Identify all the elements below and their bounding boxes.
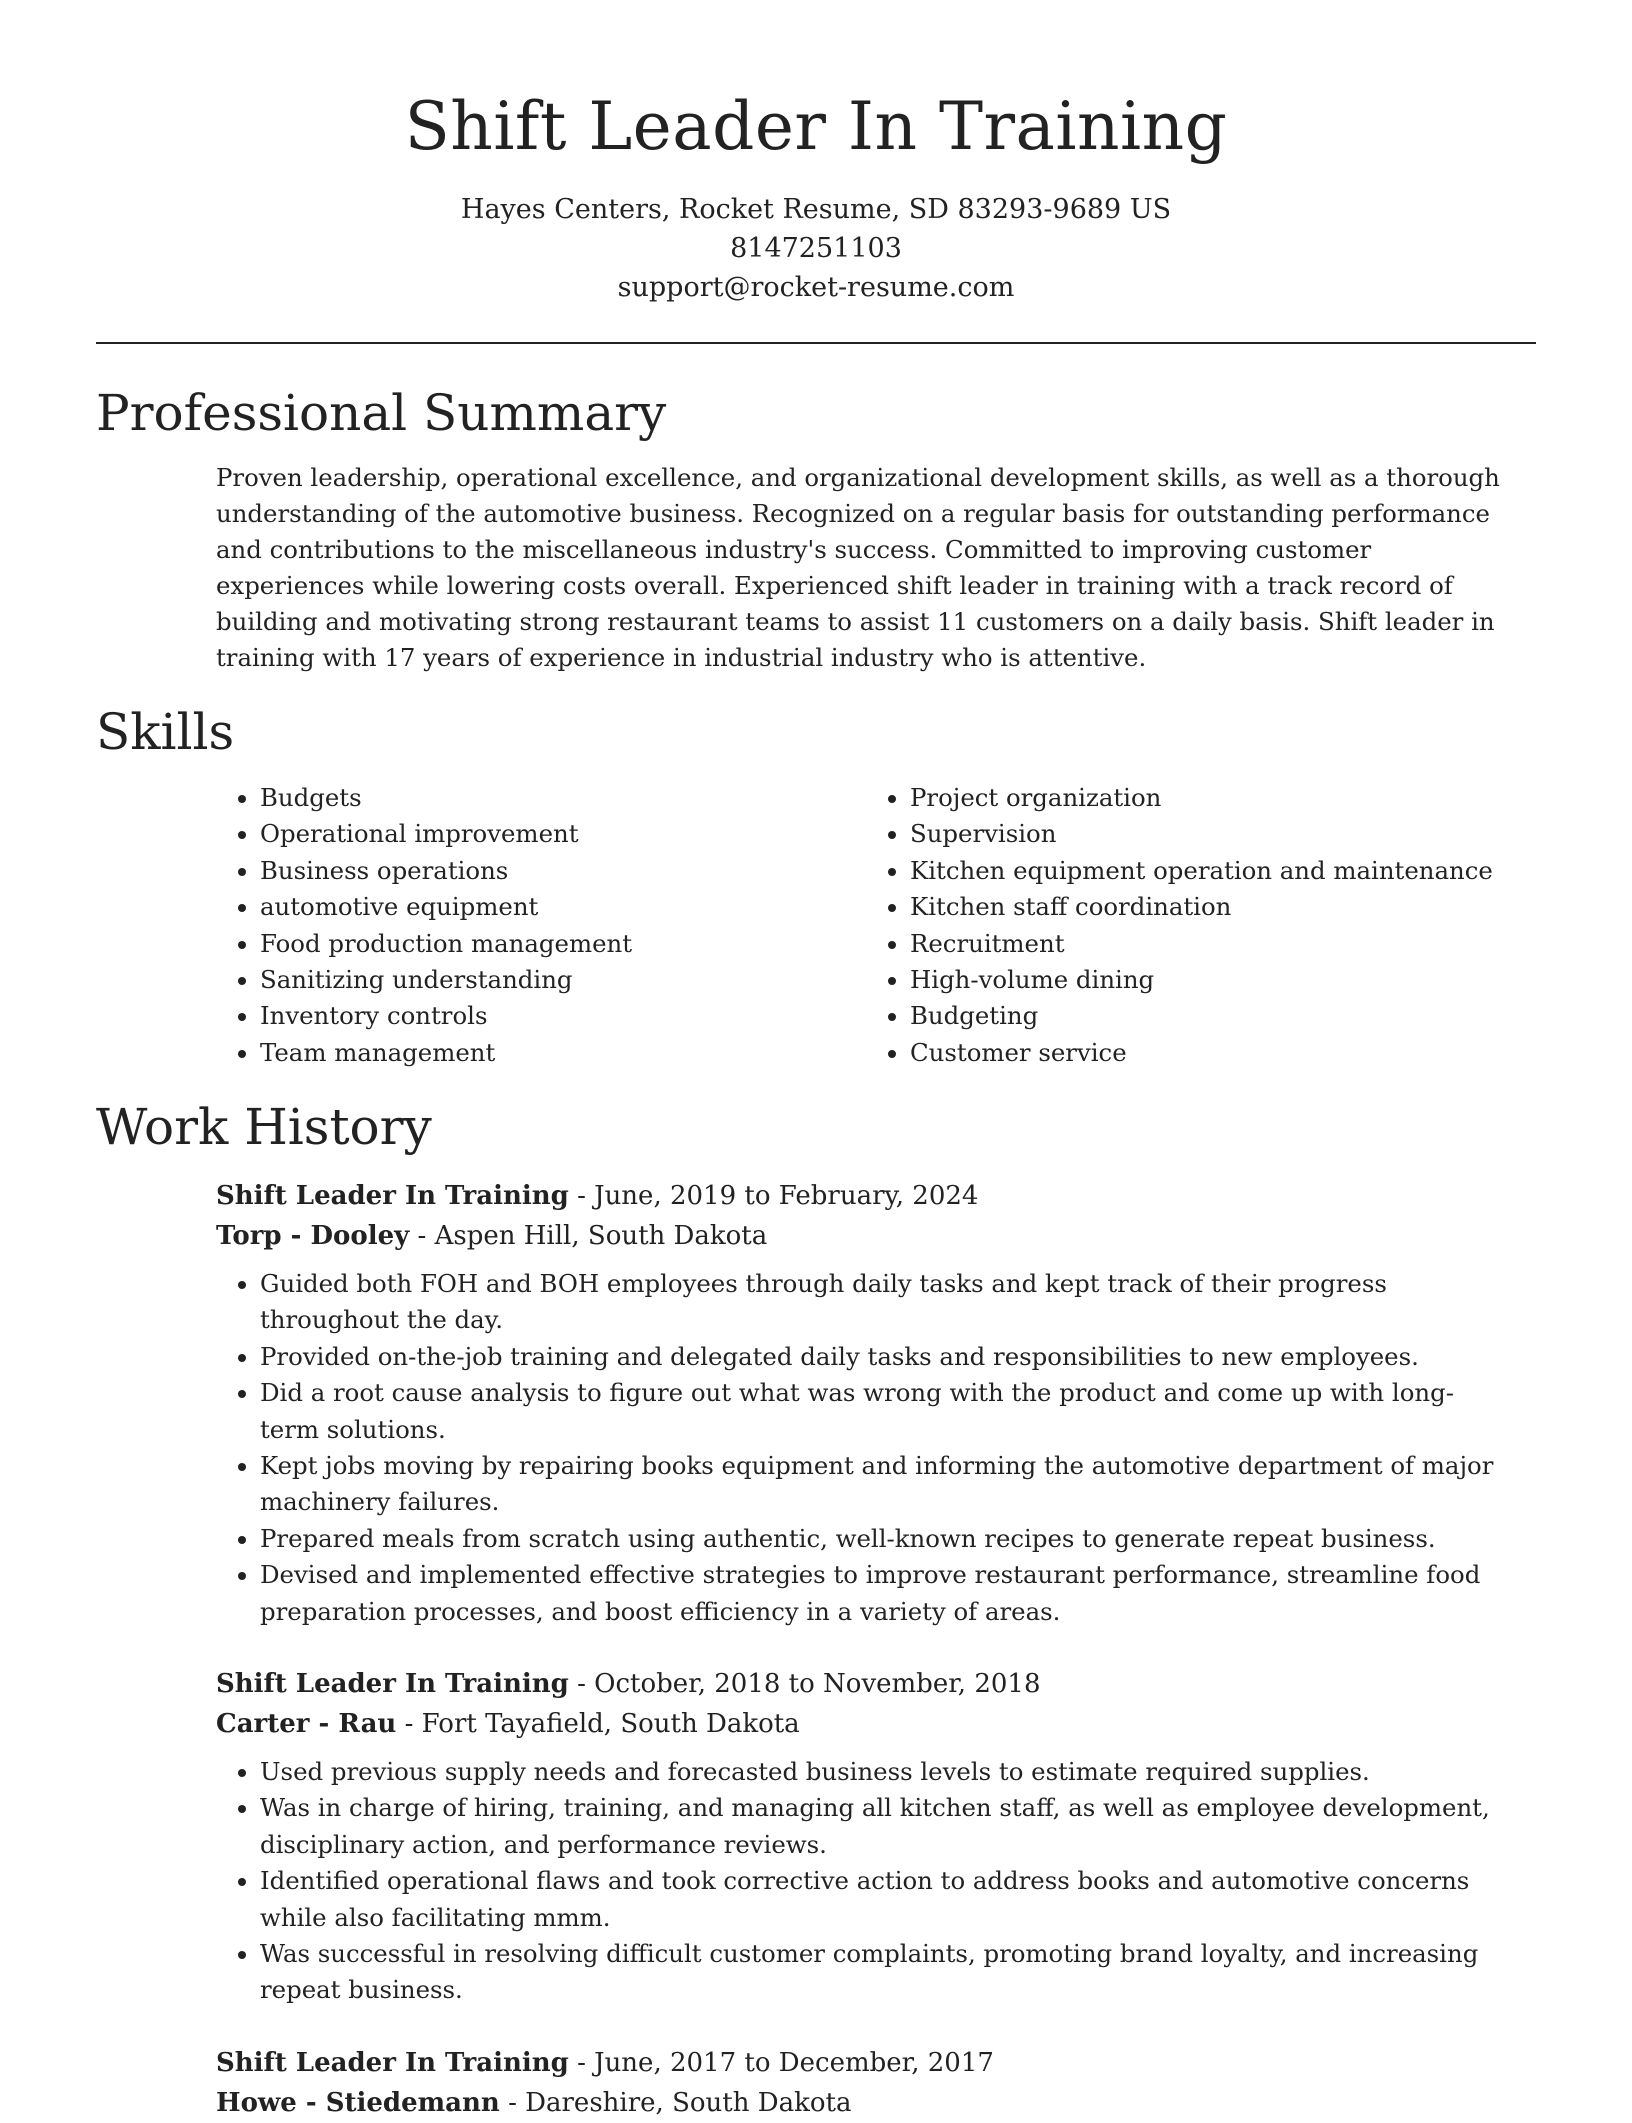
duty-item: • Provided on-the-job training and delegated daily tasks and responsibilities to new employees. — [260, 1339, 1512, 1375]
job-entry — [216, 1176, 1536, 1630]
separator: - — [508, 2088, 526, 2118]
candidate-name: Shift Leader In Training — [404, 88, 1228, 165]
job-entry — [216, 2043, 1536, 2123]
skill-item: • Operational improvement — [260, 816, 866, 852]
skill-item: • Sanitizing understanding — [260, 962, 866, 998]
duty-item: • Guided both FOH and BOH employees through daily tasks and kept track of their progress throughout the day. — [260, 1266, 1512, 1339]
work-history-heading: Work History — [96, 1098, 432, 1156]
job-title-line — [216, 1664, 1536, 1704]
skills-list — [216, 780, 1536, 1071]
job-dates: June, 2019 to February, 2024 — [594, 1181, 979, 1211]
job-dates: October, 2018 to November, 2018 — [594, 1669, 1041, 1699]
duty-item: • Used previous supply needs and forecasted business levels to estimate required supplies. — [260, 1754, 1512, 1790]
job-title: Shift Leader In Training — [216, 1181, 569, 1211]
duty-item: • Was successful in resolving difficult customer complaints, promoting brand loyalty, and increasing repeat business. — [260, 1936, 1512, 2009]
company-name: Carter - Rau — [216, 1709, 397, 1739]
company-name: Howe - Stiedemann — [216, 2088, 500, 2118]
skill-item: • Budgeting — [910, 998, 1516, 1034]
skill-item: • Budgets — [260, 780, 866, 816]
job-entry — [216, 1664, 1536, 2009]
skills-column-left — [216, 780, 866, 1071]
job-company-line — [216, 1704, 1536, 1744]
email-address: support@rocket-resume.com — [617, 272, 1015, 303]
skill-item: • Supervision — [910, 816, 1516, 852]
skill-item: • Kitchen staff coordination — [910, 889, 1516, 925]
job-title-line — [216, 2043, 1536, 2083]
summary-text: Proven leadership, operational excellence, and organizational development skills, as well as a thorough understanding of the automotive business. Recognized on a regular basis for outstanding performance and contributions to the miscellaneous industry's success. Committed to improving customer experiences while lowering costs overall. Experienced shift leader in training with a track record of building and motivating strong restaurant teams to assist 11 customers on a daily basis. Shift leader in training with 17 years of experience in industrial industry who is attentive. — [216, 463, 1500, 672]
skill-item: • Project organization — [910, 780, 1516, 816]
separator: - — [577, 2048, 595, 2078]
phone-number: 8147251103 — [730, 233, 902, 264]
skill-item: • automotive equipment — [260, 889, 866, 925]
job-location: Dareshire, South Dakota — [525, 2088, 852, 2118]
skill-item: • Customer service — [910, 1035, 1516, 1071]
address: Hayes Centers, Rocket Resume, SD 83293-9689 US — [460, 194, 1172, 225]
skill-item: • Team management — [260, 1035, 866, 1071]
job-company-line — [216, 2083, 1536, 2123]
job-location: Fort Tayafield, South Dakota — [421, 1709, 800, 1739]
separator: - — [404, 1709, 422, 1739]
separator: - — [577, 1181, 595, 1211]
contact-info — [0, 190, 1632, 307]
duty-item: • Did a root cause analysis to figure out what was wrong with the product and come up with long-term solutions. — [260, 1375, 1512, 1448]
company-name: Torp - Dooley — [216, 1221, 410, 1251]
job-title: Shift Leader In Training — [216, 2048, 569, 2078]
summary-heading: Professional Summary — [96, 384, 667, 442]
skill-item: • Recruitment — [910, 926, 1516, 962]
job-location: Aspen Hill, South Dakota — [434, 1221, 768, 1251]
duty-item: • Devised and implemented effective strategies to improve restaurant performance, streamline food preparation processes, and boost efficiency in a variety of areas. — [260, 1557, 1512, 1630]
job-duties — [216, 1266, 1512, 1630]
job-company-line — [216, 1216, 1536, 1256]
skill-item: • Food production management — [260, 926, 866, 962]
duty-item: • Prepared meals from scratch using authentic, well-known recipes to generate repeat business. — [260, 1521, 1512, 1557]
skill-item: • High-volume dining — [910, 962, 1516, 998]
skill-item: • Kitchen equipment operation and maintenance — [910, 853, 1516, 889]
job-dates: June, 2017 to December, 2017 — [594, 2048, 994, 2078]
skill-item: • Inventory controls — [260, 998, 866, 1034]
job-title-line — [216, 1176, 1536, 1216]
job-duties — [216, 1754, 1512, 2009]
duty-item: • Kept jobs moving by repairing books equipment and informing the automotive department of major machinery failures. — [260, 1448, 1512, 1521]
resume-header — [0, 0, 1632, 307]
skills-heading: Skills — [96, 703, 235, 761]
job-title: Shift Leader In Training — [216, 1669, 569, 1699]
separator: - — [417, 1221, 435, 1251]
skill-item: • Business operations — [260, 853, 866, 889]
duty-item: • Identified operational flaws and took corrective action to address books and automotive concerns while also facilitating mmm. — [260, 1863, 1512, 1936]
duty-item: • Was in charge of hiring, training, and managing all kitchen staff, as well as employee development, disciplinary action, and performance reviews. — [260, 1790, 1512, 1863]
separator: - — [577, 1669, 595, 1699]
skills-column-right — [866, 780, 1516, 1071]
header-divider — [96, 342, 1536, 344]
